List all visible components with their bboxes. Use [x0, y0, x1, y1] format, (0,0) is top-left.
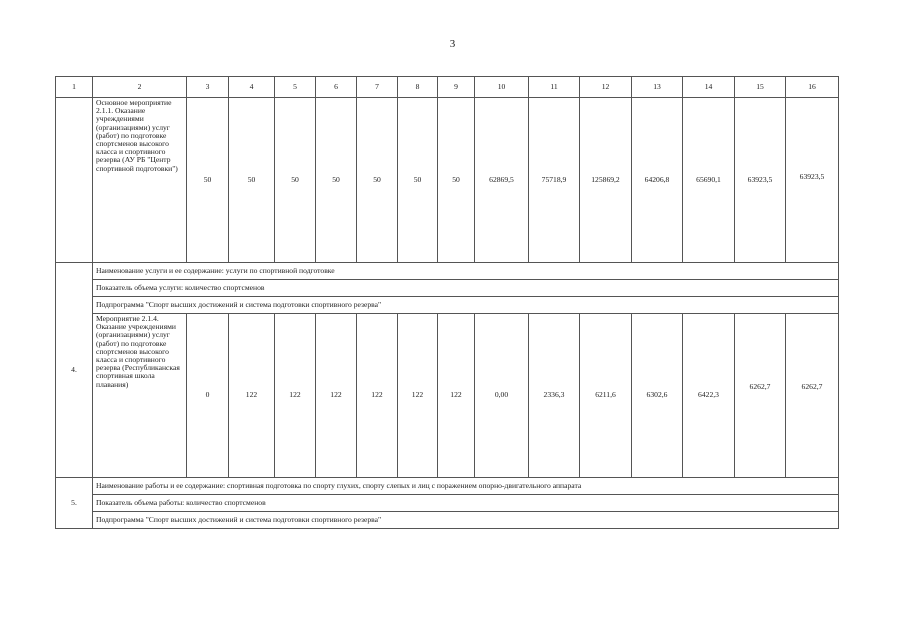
header-cell: 8 [398, 77, 438, 98]
value-cell: 62869,5 [475, 98, 529, 263]
program-table [55, 76, 839, 529]
header-cell: 1 [56, 77, 93, 98]
row-number-cell: 5. [56, 478, 93, 529]
value-cell: 0 [187, 314, 229, 478]
value-cell: 122 [229, 314, 275, 478]
subprogram-row: Подпрограмма "Спорт высших достижений и система подготовки спортивного резерва" [93, 297, 839, 314]
header-cell: 9 [438, 77, 475, 98]
header-cell: 11 [529, 77, 580, 98]
value-cell: 50 [398, 98, 438, 263]
header-cell: 5 [275, 77, 316, 98]
value-cell: 50 [229, 98, 275, 263]
header-cell: 16 [786, 77, 839, 98]
table-row [56, 263, 839, 280]
activity-description: Основное мероприятие 2.1.1. Оказание учреждениями (организациями) услуг (работ) по подготовке спортсменов высокого класса и спортивного резерва (АУ РБ "Центр спортивной подготовки") [93, 98, 187, 263]
value-cell: 6211,6 [580, 314, 632, 478]
value-cell: 122 [357, 314, 398, 478]
value-cell: 64206,8 [632, 98, 683, 263]
row-number-cell: 4. [56, 263, 93, 478]
header-cell: 12 [580, 77, 632, 98]
table-row [56, 98, 839, 263]
value-cell: 75718,9 [529, 98, 580, 263]
subprogram-row: Подпрограмма "Спорт высших достижений и система подготовки спортивного резерва" [93, 512, 839, 529]
table-row [56, 495, 839, 512]
value-cell: 6262,7 [786, 314, 839, 478]
table-row [56, 280, 839, 297]
value-cell: 50 [316, 98, 357, 263]
header-cell: 6 [316, 77, 357, 98]
value-cell: 63923,5 [735, 98, 786, 263]
value-cell: 122 [316, 314, 357, 478]
header-cell: 13 [632, 77, 683, 98]
header-cell: 15 [735, 77, 786, 98]
value-cell: 2336,3 [529, 314, 580, 478]
value-cell: 65690,1 [683, 98, 735, 263]
row-number-cell [56, 98, 93, 263]
value-cell: 6302,6 [632, 314, 683, 478]
value-cell: 50 [357, 98, 398, 263]
value-cell: 122 [275, 314, 316, 478]
header-cell: 2 [93, 77, 187, 98]
volume-indicator-row: Показатель объема услуги: количество спортсменов [93, 280, 839, 297]
volume-indicator-row: Показатель объема работы: количество спортсменов [93, 495, 839, 512]
header-cell: 7 [357, 77, 398, 98]
column-number-row [56, 77, 839, 98]
value-cell: 125869,2 [580, 98, 632, 263]
page-number: 3 [449, 38, 456, 50]
value-cell: 122 [438, 314, 475, 478]
header-cell: 4 [229, 77, 275, 98]
header-cell: 14 [683, 77, 735, 98]
table-row [56, 314, 839, 478]
value-cell: 50 [187, 98, 229, 263]
value-cell: 50 [275, 98, 316, 263]
value-cell: 122 [398, 314, 438, 478]
activity-description: Мероприятие 2.1.4. Оказание учреждениями (организациями) услуг (работ) по подготовке спортсменов высокого класса и спортивного резерва (Республиканская спортивная школа плавания) [93, 314, 187, 478]
header-cell: 10 [475, 77, 529, 98]
service-name-row: Наименование услуги и ее содержание: услуги по спортивной подготовке [93, 263, 839, 280]
table-row [56, 512, 839, 529]
value-cell: 6422,3 [683, 314, 735, 478]
value-cell: 0,00 [475, 314, 529, 478]
table-row [56, 297, 839, 314]
header-cell: 3 [187, 77, 229, 98]
value-cell: 6262,7 [735, 314, 786, 478]
work-name-row: Наименование работы и ее содержание: спортивная подготовка по спорту глухих, спорту слепых и лиц с поражением опорно-двигательного аппарата [93, 478, 839, 495]
value-cell: 63923,5 [786, 98, 839, 263]
table-row [56, 478, 839, 495]
value-cell: 50 [438, 98, 475, 263]
